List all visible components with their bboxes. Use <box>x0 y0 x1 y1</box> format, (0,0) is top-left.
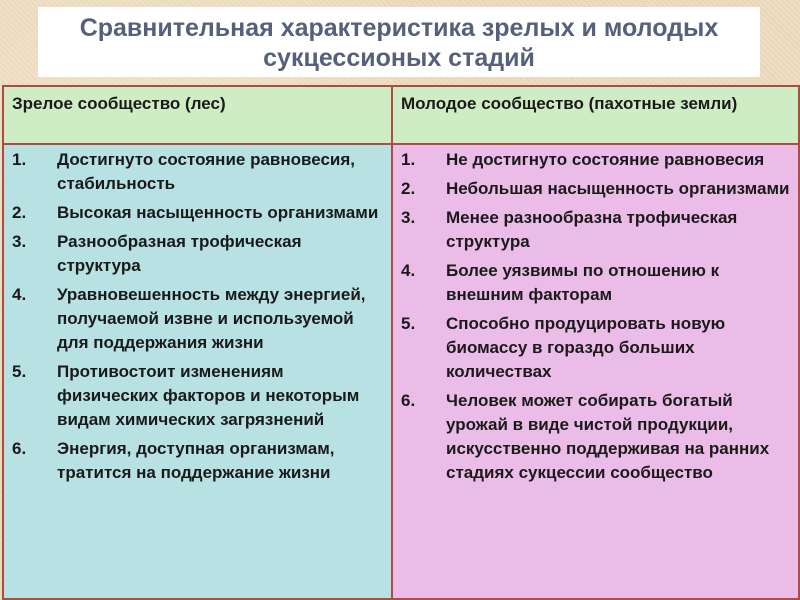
list-item <box>401 177 790 201</box>
item-text: Более уязвимы по отношению к внешним факторам <box>446 261 720 304</box>
slide-title-line-1: Сравнительная характеристика зрелых и молодых <box>79 14 719 42</box>
item-text: Небольшая насыщенность организмами <box>446 179 790 198</box>
list-item <box>401 259 790 307</box>
list-item <box>12 437 383 485</box>
header-cell-mature <box>3 86 392 144</box>
item-number: 1. <box>401 150 416 169</box>
item-text: Человек может собирать богатый урожай в виде чистой продукции, искусственно поддерживая на ранних стадиях сукцессии сообщество <box>446 391 770 482</box>
list-item <box>12 201 383 225</box>
item-number: 1. <box>12 150 27 169</box>
header-mature-community: Зрелое сообщество (лес) <box>12 94 226 113</box>
list-item <box>401 312 790 384</box>
item-text: Разнообразная трофическая структура <box>57 232 302 275</box>
slide-title-line-2: сукцессионых стадий <box>263 44 535 72</box>
mature-column <box>3 144 392 599</box>
mature-list <box>4 145 391 485</box>
comparison-table <box>2 85 800 600</box>
list-item <box>12 360 383 432</box>
list-item <box>12 230 383 278</box>
item-text: Энергия, доступная организмам, тратится на поддержание жизни <box>57 439 335 482</box>
item-number: 2. <box>401 179 416 198</box>
item-number: 3. <box>12 232 27 251</box>
list-item <box>401 389 790 485</box>
title-box <box>38 7 760 77</box>
item-text: Уравновешенность между энергией, получаемой извне и используемой для поддержания жизни <box>57 285 366 352</box>
header-young-community: Молодое сообщество (пахотные земли) <box>401 94 738 113</box>
list-item <box>12 148 383 196</box>
item-text: Не достигнуто состояние равновесия <box>446 150 765 169</box>
item-number: 3. <box>401 208 416 227</box>
young-column <box>392 144 799 599</box>
item-text: Менее разнообразна трофическая структура <box>446 208 738 251</box>
item-number: 5. <box>401 314 416 333</box>
list-item <box>401 148 790 172</box>
item-number: 6. <box>401 391 416 410</box>
item-text: Способно продуцировать новую биомассу в гораздо больших количествах <box>446 314 726 381</box>
item-number: 6. <box>12 439 27 458</box>
item-text: Высокая насыщенность организмами <box>57 203 379 222</box>
list-item <box>12 283 383 355</box>
item-text: Достигнуто состояние равновесия, стабильность <box>57 150 356 193</box>
item-number: 4. <box>401 261 416 280</box>
header-cell-young <box>392 86 799 144</box>
item-text: Противостоит изменениям физических факторов и некоторым видам химических загрязнений <box>57 362 360 429</box>
list-item <box>401 206 790 254</box>
item-number: 2. <box>12 203 27 222</box>
young-list <box>393 145 798 485</box>
item-number: 4. <box>12 285 27 304</box>
item-number: 5. <box>12 362 27 381</box>
